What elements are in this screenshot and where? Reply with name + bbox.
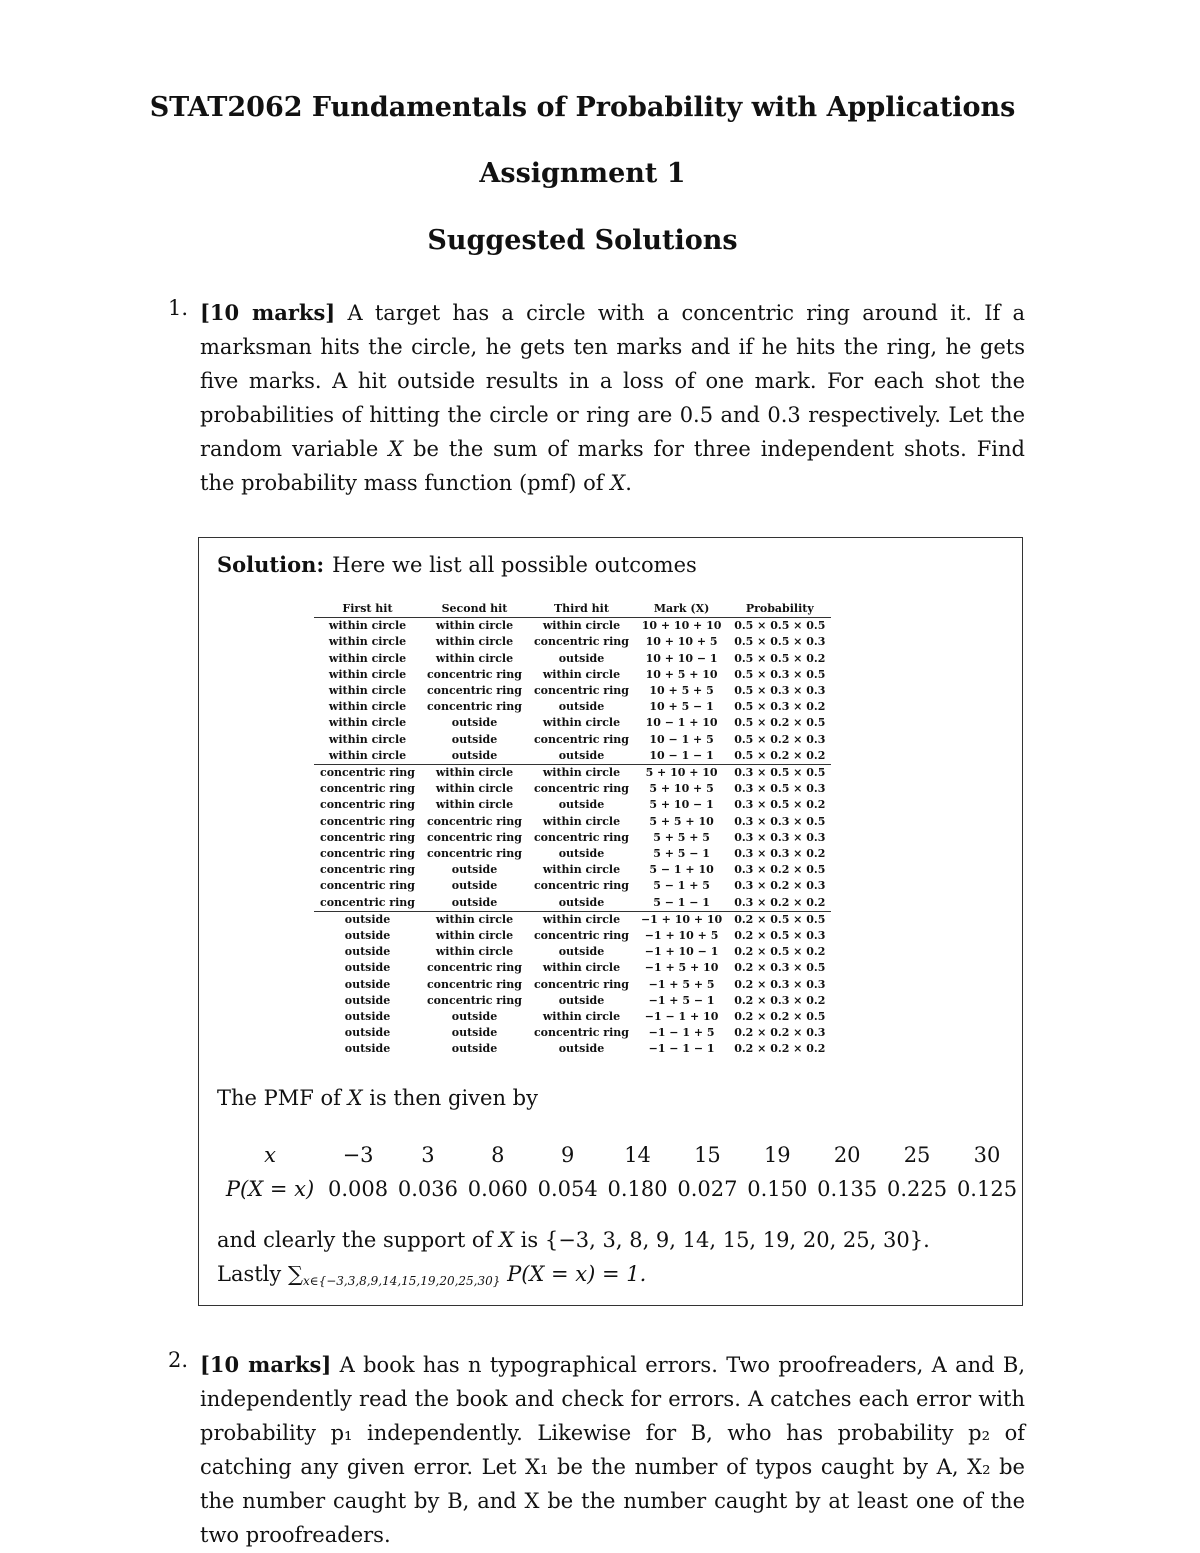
outcomes-cell: concentric ring [314,765,421,782]
outcomes-cell: −1 − 1 + 5 [648,1026,715,1040]
outcomes-cell: 0.2 × 0.2 × 0.3 [734,1026,826,1040]
outcomes-row [314,895,831,912]
outcomes-cell: concentric ring [320,782,415,796]
outcomes-cell: 10 + 10 + 5 [645,635,718,649]
outcomes-cell: within circle [435,635,514,649]
outcomes-row [314,699,831,715]
pmf-table [217,1138,1022,1206]
outcomes-row [314,911,831,928]
outcomes-cell: 0.3 × 0.5 × 0.2 [734,798,826,812]
solution-label: Solution: [217,552,325,577]
pmf-p-value: 0.027 [677,1177,738,1201]
pmf-x-value: 3 [421,1143,435,1167]
outcomes-cell: 0.2 × 0.3 × 0.3 [734,977,826,991]
pmf-x-value: 30 [973,1143,1001,1167]
outcomes-cell: concentric ring [320,830,415,844]
outcomes-cell: within circle [528,911,635,928]
outcomes-row [314,846,831,862]
outcomes-cell: 10 − 1 + 5 [649,732,714,746]
pmf-x-value: 15 [694,1143,721,1167]
outcomes-cell: outside [451,1042,498,1056]
outcomes-row [314,928,831,944]
outcomes-cell: within circle [542,716,621,730]
outcomes-cell: −1 + 10 + 10 [635,911,728,928]
outcomes-row [314,814,831,830]
outcomes-cell: 0.3 × 0.2 × 0.3 [734,879,826,893]
sum-symbol: ∑ [287,1262,303,1286]
outcomes-cell: within circle [421,911,528,928]
outcomes-cell: −1 − 1 − 1 [648,1042,715,1056]
outcomes-cell: within circle [435,782,514,796]
outcomes-cell: 0.5 × 0.2 × 0.2 [734,748,826,762]
outcomes-cell: concentric ring [533,977,629,991]
outcomes-cell: 5 + 5 + 5 [653,830,710,844]
outcomes-body [314,618,831,1058]
outcomes-cell: 5 + 10 + 5 [649,782,714,796]
outcomes-cell: within circle [435,929,514,943]
outcomes-cell: −1 + 10 − 1 [644,945,719,959]
outcomes-cell: within circle [435,798,514,812]
outcomes-header-cell: Second hit [421,601,528,618]
outcomes-cell: 10 + 5 − 1 [649,700,714,714]
solution-heading [217,552,697,577]
outcomes-cell: outside [344,929,391,943]
lastly-text-b: P(X = x) = 1. [500,1262,647,1286]
outcomes-cell: concentric ring [320,847,415,861]
outcomes-cell: concentric ring [533,929,629,943]
outcomes-cell: within circle [328,619,407,633]
outcomes-cell: outside [451,879,498,893]
solution-intro: Here we list all possible outcomes [332,553,697,577]
outcomes-table [314,601,831,1058]
outcomes-cell: outside [558,700,605,714]
outcomes-cell: 0.2 × 0.5 × 0.5 [728,911,831,928]
outcomes-cell: concentric ring [426,667,522,681]
outcomes-cell: within circle [542,619,621,633]
outcomes-cell: concentric ring [426,993,522,1007]
outcomes-row [314,618,831,635]
outcomes-cell: concentric ring [533,1026,629,1040]
outcomes-cell: −1 + 5 + 5 [648,977,715,991]
pmf-p-value: 0.180 [607,1177,668,1201]
outcomes-cell: within circle [328,635,407,649]
outcomes-cell: within circle [435,945,514,959]
pmf-p-value: 0.150 [747,1177,808,1201]
outcomes-row [314,797,831,813]
outcomes-row [314,830,831,846]
outcomes-cell: outside [344,993,391,1007]
support-text-a: and clearly the support of [217,1228,500,1252]
outcomes-row [314,765,831,782]
outcomes-cell: 0.5 × 0.3 × 0.3 [734,684,826,698]
outcomes-cell: outside [451,895,498,909]
outcomes-cell: 0.2 × 0.5 × 0.3 [734,929,826,943]
question-1-body-a: A target has a circle with a concentric ring around it. If a marksman hits the circle, he gets ten marks and if he hits the ring, he gets five marks. A hit outside results in a loss of one mark. For each shot the probabilities of hitting the circle or ring are 0.5 and 0.3 respectively. Let the random variable [200,301,1026,461]
support-statement [217,1223,1007,1298]
pmf-p-label: P(X = x) [225,1177,315,1201]
outcomes-cell: concentric ring [320,863,415,877]
outcomes-cell: within circle [421,765,528,782]
outcomes-cell: 0.5 × 0.5 × 0.3 [734,635,826,649]
outcomes-cell: 10 + 10 + 10 [641,619,722,633]
document-subtitle: Suggested Solutions [427,225,738,256]
support-text-b: is {−3, 3, 8, 9, 14, 15, 19, 20, 25, 30}. [513,1228,930,1252]
outcomes-cell: 0.3 × 0.3 × 0.2 [734,847,826,861]
outcomes-cell: within circle [528,765,635,782]
outcomes-row [314,1025,831,1041]
outcomes-cell: 0.3 × 0.2 × 0.5 [734,863,826,877]
question-2-body: A book has n typographical errors. Two proofreaders, A and B, independently read the book and check for errors. A catches each error with probability p₁ independently. Likewise for B, who has probability p₂ of catching any given error. Let X₁ be the number of typos caught by A, X₂ be the number caught by B, and X be the number caught by at least one of the two proofreaders. [200,1353,1025,1547]
outcomes-row [314,748,831,765]
question-1-var2: X [610,471,626,495]
pmf-p-value: 0.008 [328,1177,389,1201]
outcomes-cell: concentric ring [320,895,415,909]
pmf-p-value: 0.225 [887,1177,948,1201]
outcomes-cell: 0.3 × 0.5 × 0.3 [734,782,826,796]
pmf-intro [217,1086,538,1110]
outcomes-cell: 5 + 5 − 1 [653,847,710,861]
outcomes-cell: outside [558,895,605,909]
outcomes-row [314,1041,831,1057]
outcomes-cell: outside [558,847,605,861]
outcomes-cell: concentric ring [426,700,522,714]
question-1-var: X [388,437,404,461]
support-var: X [499,1228,514,1252]
outcomes-cell: 0.5 × 0.2 × 0.5 [734,716,826,730]
outcomes-cell: within circle [328,716,407,730]
outcomes-cell: within circle [328,748,407,762]
outcomes-cell: within circle [542,863,621,877]
outcomes-cell: −1 + 5 + 10 [644,961,719,975]
pmf-x-row [217,1138,1022,1172]
outcomes-cell: 0.5 × 0.5 × 0.2 [734,651,826,665]
outcomes-header-cell: First hit [314,601,421,618]
outcomes-cell: 0.3 × 0.2 × 0.2 [734,895,826,909]
outcomes-cell: −1 + 10 + 5 [644,929,719,943]
outcomes-cell: outside [451,748,498,762]
outcomes-cell: 5 + 5 + 10 [649,814,714,828]
outcomes-cell: 0.5 × 0.3 × 0.2 [734,700,826,714]
outcomes-cell: 0.5 × 0.2 × 0.3 [734,732,826,746]
outcomes-cell: 10 − 1 + 10 [645,716,718,730]
question-1-body-c: . [625,471,632,495]
assignment-title: Assignment 1 [479,158,686,189]
outcomes-cell: within circle [542,961,621,975]
outcomes-cell: −1 + 5 − 1 [648,993,715,1007]
outcomes-cell: 0.2 × 0.2 × 0.2 [734,1042,826,1056]
outcomes-cell: concentric ring [320,879,415,893]
pmf-x-label: x [264,1143,276,1167]
outcomes-cell: outside [451,1026,498,1040]
outcomes-cell: 0.5 × 0.3 × 0.5 [734,667,826,681]
outcomes-cell: concentric ring [426,814,522,828]
outcomes-cell: concentric ring [426,977,522,991]
question-2-text [200,1348,1025,1552]
outcomes-cell: outside [451,1010,498,1024]
outcomes-cell: outside [314,911,421,928]
pmf-x-value: 25 [903,1143,931,1167]
outcomes-cell: 5 − 1 + 10 [649,863,714,877]
pmf-p-value: 0.125 [956,1177,1018,1201]
outcomes-cell: within circle [542,1010,621,1024]
outcomes-cell: outside [558,798,605,812]
outcomes-row [314,960,831,976]
outcomes-cell: within circle [435,619,514,633]
outcomes-row [314,732,831,748]
outcomes-cell: outside [344,945,391,959]
pmf-p-value: 0.036 [397,1177,458,1201]
outcomes-cell: 5 − 1 − 1 [653,895,710,909]
outcomes-row [314,944,831,960]
outcomes-cell: 5 + 10 − 1 [649,798,714,812]
outcomes-cell: concentric ring [426,847,522,861]
outcomes-row [314,977,831,993]
pmf-x-value: 8 [491,1143,505,1167]
outcomes-cell: within circle [542,667,621,681]
pmf-x-value: 19 [763,1143,791,1167]
outcomes-cell: within circle [328,732,407,746]
outcomes-cell: within circle [542,814,621,828]
outcomes-row [314,683,831,699]
pmf-p-value: 0.054 [537,1177,598,1201]
outcomes-cell: 5 − 1 + 5 [653,879,710,893]
outcomes-cell: outside [344,977,391,991]
outcomes-cell: outside [558,993,605,1007]
question-1-number: 1. [168,296,189,320]
outcomes-cell: 0.5 × 0.5 × 0.5 [734,619,826,633]
outcomes-cell: concentric ring [426,961,522,975]
outcomes-cell: within circle [328,667,407,681]
outcomes-cell: 0.2 × 0.3 × 0.5 [734,961,826,975]
outcomes-cell: outside [558,1042,605,1056]
outcomes-cell: 0.3 × 0.3 × 0.5 [734,814,826,828]
outcomes-cell: concentric ring [426,684,522,698]
outcomes-cell: concentric ring [320,798,415,812]
outcomes-row [314,634,831,650]
outcomes-cell: 5 + 10 + 10 [635,765,728,782]
outcomes-cell: within circle [328,684,407,698]
outcomes-cell: outside [344,1026,391,1040]
solution-box [198,537,1023,1306]
outcomes-cell: concentric ring [533,830,629,844]
lastly-text-a: Lastly [217,1262,288,1286]
pmf-p-value: 0.135 [817,1177,878,1201]
sum-limits: x∈{−3,3,8,9,14,15,19,20,25,30} [302,1274,501,1288]
course-title: STAT2062 Fundamentals of Probability with Applications [149,92,1016,123]
outcomes-cell: outside [558,945,605,959]
outcomes-row [314,1009,831,1025]
pmf-x-value: 14 [624,1143,651,1167]
outcomes-cell: 0.3 × 0.5 × 0.5 [728,765,831,782]
support-line [217,1223,1007,1257]
outcomes-cell: −1 − 1 + 10 [644,1010,719,1024]
outcomes-cell: outside [451,732,498,746]
pmf-x-value: 20 [833,1143,861,1167]
pmf-intro-a: The PMF of [217,1086,348,1110]
outcomes-cell: outside [558,748,605,762]
pmf-p-row [217,1172,1022,1206]
outcomes-cell: outside [558,651,605,665]
outcomes-cell: 10 + 5 + 5 [649,684,714,698]
pmf-intro-b: is then given by [362,1086,538,1110]
outcomes-cell: concentric ring [533,879,629,893]
outcomes-header-row [314,601,831,618]
outcomes-cell: 0.3 × 0.3 × 0.3 [734,830,826,844]
pmf-intro-var: X [347,1086,363,1110]
pmf-p-value: 0.060 [467,1177,528,1201]
outcomes-cell: concentric ring [320,814,415,828]
outcomes-cell: 0.2 × 0.3 × 0.2 [734,993,826,1007]
outcomes-cell: 10 − 1 − 1 [649,748,714,762]
question-1-marks: [10 marks] [200,300,336,325]
outcomes-row [314,715,831,731]
outcomes-cell: within circle [435,651,514,665]
outcomes-cell: outside [344,1042,391,1056]
question-1-text [200,296,1025,500]
outcomes-cell: outside [451,863,498,877]
outcomes-header-cell: Probability [728,601,831,618]
outcomes-row [314,862,831,878]
outcomes-cell: concentric ring [426,830,522,844]
outcomes-row [314,651,831,667]
outcomes-cell: 0.2 × 0.2 × 0.5 [734,1010,826,1024]
pmf-x-value: 9 [561,1143,575,1167]
lastly-line [217,1257,1007,1298]
outcomes-cell: outside [451,716,498,730]
outcomes-header-cell: Mark (X) [635,601,728,618]
outcomes-cell: within circle [328,651,407,665]
outcomes-cell: concentric ring [533,635,629,649]
outcomes-cell: concentric ring [533,684,629,698]
outcomes-cell: 10 + 10 − 1 [645,651,718,665]
question-1-body-b: be the sum of marks for three independent shots. Find the probability mass function (pmf) of [200,437,1025,495]
outcomes-row [314,781,831,797]
question-2-marks: [10 marks] [200,1352,332,1377]
outcomes-cell: 10 + 5 + 10 [645,667,718,681]
outcomes-cell: outside [344,961,391,975]
outcomes-cell: concentric ring [533,782,629,796]
outcomes-row [314,878,831,894]
pmf-x-value: −3 [342,1143,374,1167]
outcomes-cell: concentric ring [533,732,629,746]
outcomes-row [314,993,831,1009]
outcomes-cell: 0.2 × 0.5 × 0.2 [734,945,826,959]
outcomes-header-cell: Third hit [528,601,635,618]
outcomes-cell: outside [344,1010,391,1024]
outcomes-row [314,667,831,683]
outcomes-cell: within circle [328,700,407,714]
question-2-number: 2. [168,1348,189,1372]
